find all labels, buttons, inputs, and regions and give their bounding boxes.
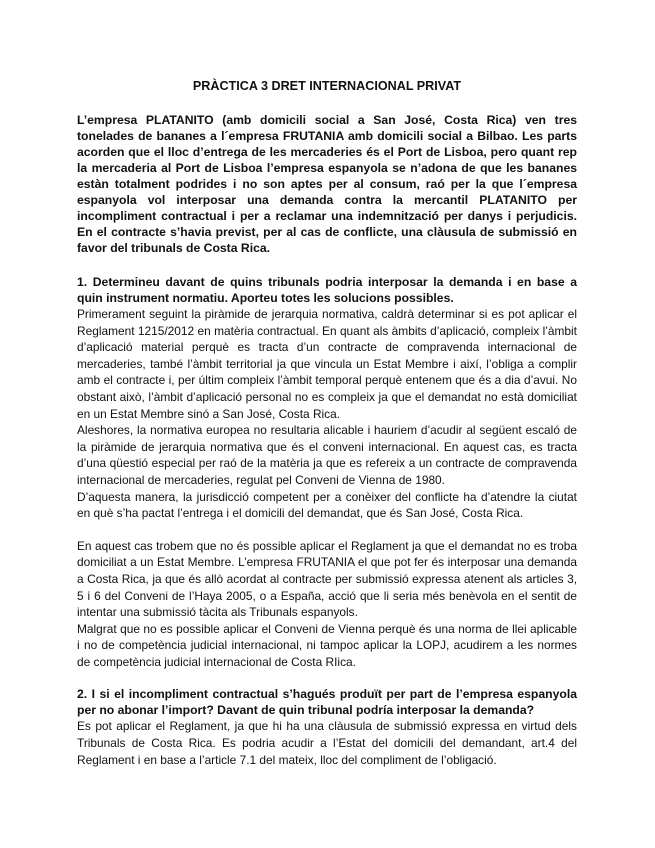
section-spacer	[77, 670, 577, 686]
question-1-paragraph-3: D’aquesta manera, la jurisdicció competent per a conèixer del conflicte ha d’atendre la ciutat en què s’ha pactat l’entrega i el domicili del demandat, que és San José, Costa Rica.	[77, 489, 577, 521]
paragraph-spacer	[77, 522, 577, 538]
question-2-paragraph-1: Es pot aplicar el Reglament, ja que hi ha una clàusula de submissió expressa en virtud dels Tribunals de Costa Rica. Es podria acudir a l’Estat del domicili del demandant, art.4 del Reglament i en base a l’article 7.1 del mateix, lloc del compliment de l’obligació.	[77, 719, 577, 767]
document-title: PRÀCTICA 3 DRET INTERNACIONAL PRIVAT	[192, 79, 462, 93]
question-2-heading: 2. I si el incompliment contractual s’hagués produït per part de l’empresa espanyola per no abonar l’import? Davant de quin tribunal podría interposar la demanda?	[77, 687, 577, 718]
question-1-paragraph-2: Aleshores, la normativa europea no resultaria alicable i hauriem d’acudir al següent escaló de la piràmide de jerarquia normativa que és el conveni internacional. En aquest cas, es tracta d’una qüestió especial per raó de la matèria ja que es refereix a un contracte de compravenda internacional de mercaderies, regulat pel Conveni de Vienna de 1980.	[77, 423, 577, 487]
question-1-paragraph-1: Primerament seguint la piràmide de jerarquia normativa, caldrà determinar si es pot aplicar el Reglament 1215/2012 en matèria contractual. En quant als àmbits d’aplicació, compleix l’àmbit d’aplicació material perquè es tracta d’un contracte de compravenda internacional de mercaderies, també l’àmbit territorial ja que vincula un Estat Membre i així, l’obliga a complir amb el contracte i, per últim compleix l’àmbit temporal perquè entenem que és a dia d’avui. No obstant això, l’àmbit d’aplicació personal no es compleix ja que el demandat no està domiciliat en un Estat Membre sinó a San José, Costa Rica.	[77, 307, 577, 421]
question-1-heading: 1. Determineu davant de quins tribunals podria interposar la demanda i en base a quin instrument normatiu. Aporteu totes les solucions possibles.	[77, 275, 577, 305]
question-1-paragraph-5: Malgrat que no es possible aplicar el Conveni de Vienna perquè és una norma de llei aplicable i no de competència judicial internacional, ni tampoc aplicar la LOPJ, acudirem a les normes de competència judicial internacional de Costa RIica.	[77, 621, 577, 669]
case-statement: L’empresa PLATANITO (amb domicili social a San José, Costa Rica) ven tres tonelades de bananes a l´empresa FRUTANIA amb domicili social a Bilbao. Les parts acorden que el lloc d’entrega de les mercaderies és el Port de Lisboa, pero quant rep la mercaderia al Port de Lisboa l’empresa espanyola se n’adona de que les bananes estàn totalment podrides i no son aptes per al consum, raó per la que l´empresa espanyola vol interposar una demanda contra la mercantil PLATANITO per incompliment contractual i per a reclamar una indemnització per danys i perjudicis. En el contracte s’havia previst, per al cas de conflicte, una clàusula de submissió en favor del tribunals de Costa Rica.	[77, 113, 577, 255]
document-body	[77, 78, 577, 768]
question-1-paragraph-4: En aquest cas trobem que no és possible aplicar el Reglament ja que el demandat no es troba domiciliat a un Estat Membre. L’empresa FRUTANIA el que pot fer és interposar una demanda a Costa Rica, ja que és allò acordat al contracte per submissió expressa atenent als articles 3, 5 i 6 del Conveni de l’Haya 2005, o a España, acció que li seria més benèvola en el sentit de intentar una submissió tàcita als Tribunals espanyols.	[77, 538, 577, 620]
